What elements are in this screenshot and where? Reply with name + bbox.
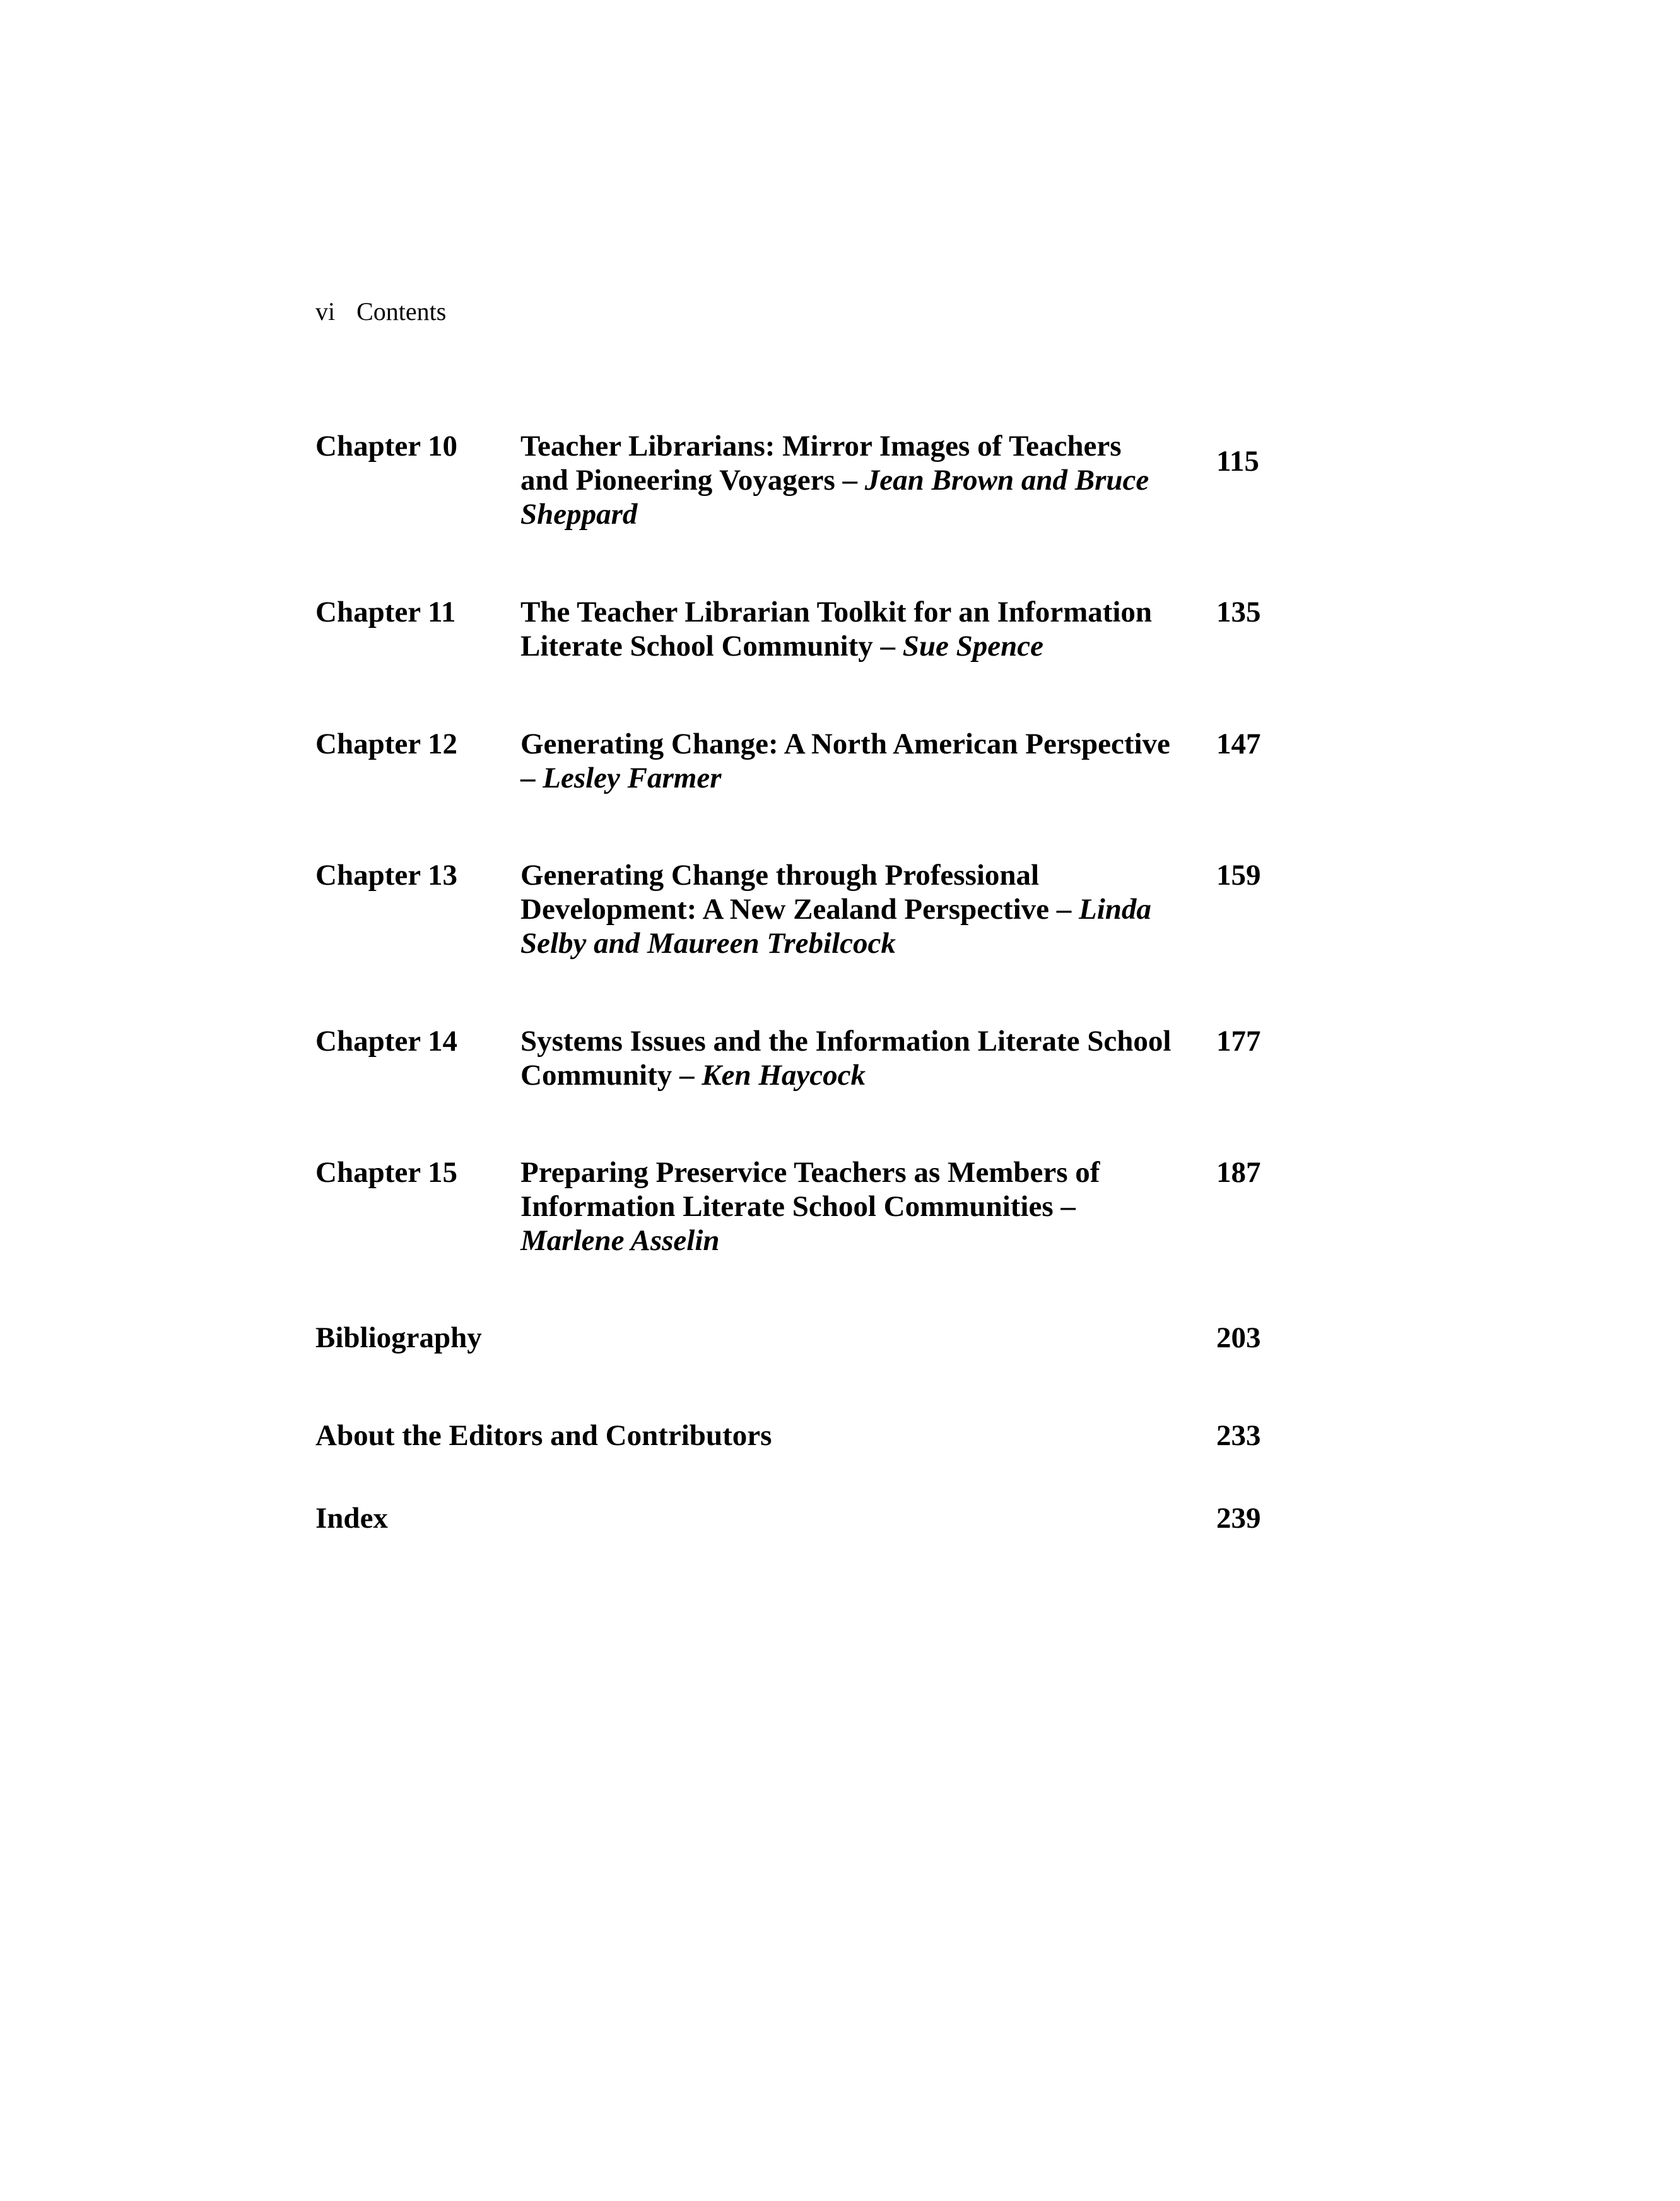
toc-entry-label: Chapter 11 xyxy=(315,596,456,628)
toc-title-line xyxy=(520,1058,1505,1092)
toc-title-text: The Teacher Librarian Toolkit for an Information xyxy=(520,596,1153,628)
toc-entry-page-number: 115 xyxy=(1216,445,1259,478)
toc-author-text: Marlene Asselin xyxy=(520,1224,720,1257)
toc-entry-page-number: 177 xyxy=(1216,1025,1261,1058)
toc-entry-label: Chapter 10 xyxy=(315,430,457,463)
toc-entry-page-number: 239 xyxy=(1216,1502,1261,1535)
toc-entry-label: Chapter 12 xyxy=(315,728,457,760)
toc-title-line xyxy=(520,497,1505,531)
toc-entry-label: Bibliography xyxy=(315,1321,482,1354)
toc-entry-page-number: 147 xyxy=(1216,728,1261,760)
toc-entry-label: Chapter 15 xyxy=(315,1156,457,1189)
toc-entry-label: Chapter 13 xyxy=(315,859,457,892)
toc-title-line xyxy=(520,629,1505,663)
toc-entry-page-number: 233 xyxy=(1216,1419,1261,1452)
toc-title-line xyxy=(520,1024,1505,1058)
toc-title-line xyxy=(520,429,1505,463)
toc-title-text: Community – xyxy=(520,1059,702,1092)
toc-author-text: Ken Haycock xyxy=(702,1059,866,1092)
toc-entry-page-number: 203 xyxy=(1216,1321,1261,1354)
toc-title-line xyxy=(520,761,1505,795)
toc-author-text: Sue Spence xyxy=(902,630,1043,663)
toc-title-line xyxy=(520,858,1505,892)
toc-title-text: Teacher Librarians: Mirror Images of Teachers xyxy=(520,430,1122,463)
page-number: vi xyxy=(315,297,336,326)
toc-title-line xyxy=(520,595,1505,629)
running-head xyxy=(315,294,446,329)
toc-entry-title xyxy=(520,727,1505,795)
toc-entry-title xyxy=(520,1024,1505,1092)
toc-author-text: Lesley Farmer xyxy=(543,762,722,794)
toc-author-text: Linda xyxy=(1079,893,1151,926)
toc-title-text: Generating Change: A North American Perspective xyxy=(520,728,1170,760)
toc-title-line xyxy=(520,1155,1505,1189)
toc-entry-title xyxy=(520,595,1505,663)
toc-author-text: Sheppard xyxy=(520,498,638,531)
toc-title-line xyxy=(520,1189,1505,1224)
toc-title-text: Preparing Preservice Teachers as Members of xyxy=(520,1156,1100,1189)
toc-entry-label: Index xyxy=(315,1502,388,1535)
toc-title-text: Information Literate School Communities – xyxy=(520,1190,1076,1223)
toc-author-text: Jean Brown and Bruce xyxy=(864,464,1149,497)
toc-title-line xyxy=(520,463,1505,497)
toc-title-text: Literate School Community – xyxy=(520,630,903,663)
toc-title-text: Systems Issues and the Information Literate School xyxy=(520,1025,1172,1058)
toc-entry-title xyxy=(520,1155,1505,1258)
toc-entry-page-number: 187 xyxy=(1216,1156,1261,1189)
toc-title-line xyxy=(520,926,1505,960)
toc-title-text: and Pioneering Voyagers – xyxy=(520,464,865,497)
toc-title-text: Generating Change through Professional xyxy=(520,859,1040,892)
toc-entry-page-number: 159 xyxy=(1216,859,1261,892)
toc-entry-label: About the Editors and Contributors xyxy=(315,1419,772,1452)
toc-title-text: – xyxy=(520,762,543,794)
toc-entry-title xyxy=(520,429,1505,531)
toc-title-line xyxy=(520,1224,1505,1258)
toc-title-line xyxy=(520,892,1505,926)
toc-title-line xyxy=(520,727,1505,761)
toc-entry-page-number: 135 xyxy=(1216,596,1261,628)
running-head-title: Contents xyxy=(356,297,447,326)
toc-author-text: Selby and Maureen Trebilcock xyxy=(520,927,896,960)
toc-entry-label: Chapter 14 xyxy=(315,1025,457,1058)
toc-entry-title xyxy=(520,858,1505,960)
toc-title-text: Development: A New Zealand Perspective – xyxy=(520,893,1079,926)
